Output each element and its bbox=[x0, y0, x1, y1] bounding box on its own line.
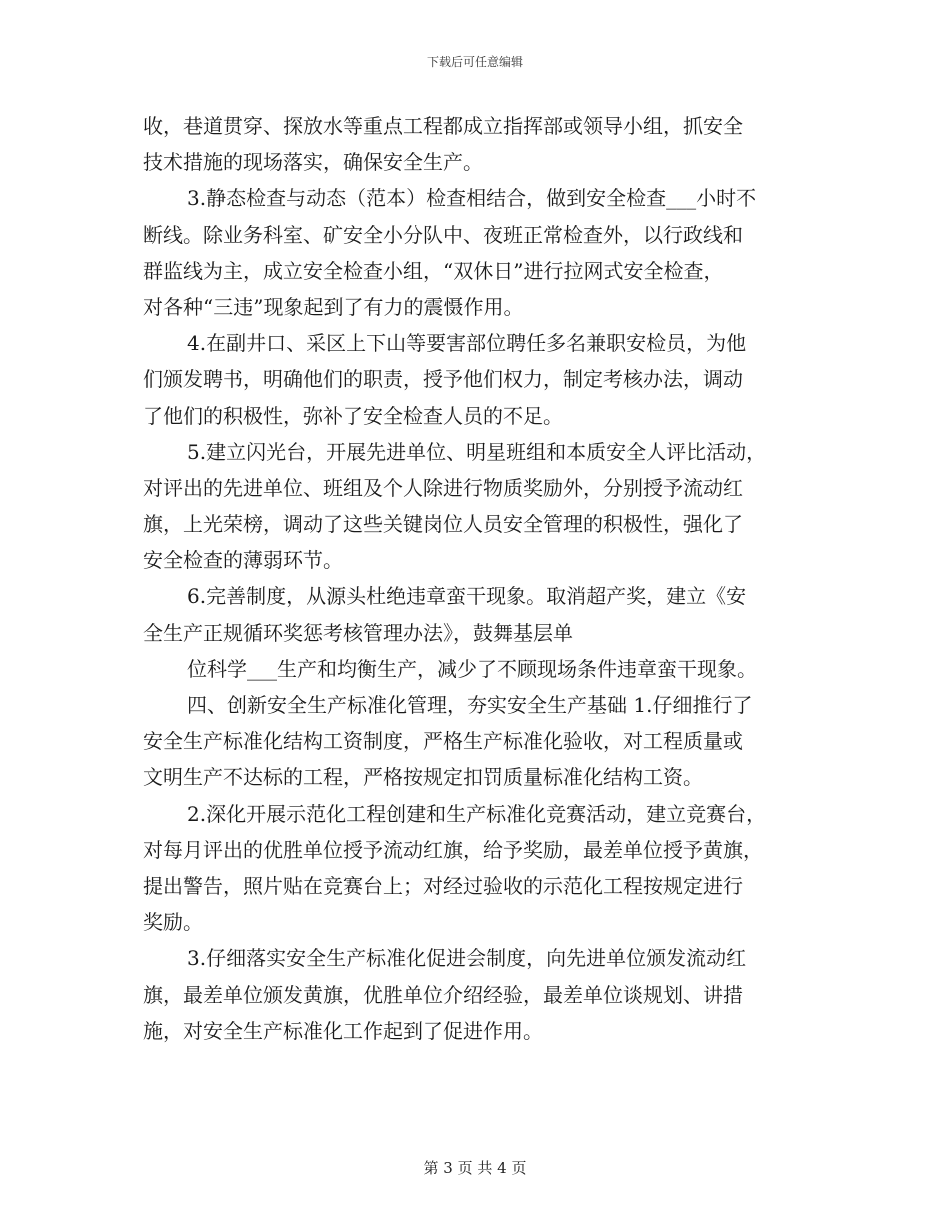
text-line: 奖励。 bbox=[143, 910, 203, 935]
text-line: 2.深化开展示范化工程创建和生产标准化竞赛活动，建立竞赛台， bbox=[187, 801, 767, 826]
text-line: 安全生产标准化结构工资制度，严格生产标准化验收，对工程质量或 bbox=[143, 729, 743, 754]
text-line: 施，对安全生产标准化工作起到了促进作用。 bbox=[143, 1018, 543, 1043]
text-line: 3.仔细落实安全生产标准化促进会制度，向先进单位颁发流动红 bbox=[187, 946, 747, 971]
text-line: 文明生产不达标的工程，严格按规定扣罚质量标准化结构工资。 bbox=[143, 765, 703, 790]
text-line: 6.完善制度，从源头杜绝违章蛮干现象。取消超产奖，建立《安 bbox=[187, 584, 747, 609]
page-footer: 第 3 页 共 4 页 bbox=[423, 1159, 527, 1177]
text-line: 全生产正规循环奖惩考核管理办法》，鼓舞基层单 bbox=[143, 620, 573, 645]
text-line: 4.在副井口、采区上下山等要害部位聘任多名兼职安检员，为他 bbox=[187, 331, 747, 356]
text-line: 断线。除业务科室、矿安全小分队中、夜班正常检查外，以行政线和 bbox=[143, 222, 743, 247]
text-line: 位科学___生产和均衡生产，减少了不顾现场条件违章蛮干现象。 bbox=[187, 656, 757, 681]
text-line: 旗，最差单位颁发黄旗，优胜单位介绍经验，最差单位谈规划、讲措 bbox=[143, 982, 743, 1007]
text-line: 3.静态检查与动态（范本）检查相结合，做到安全检查___小时不 bbox=[187, 186, 757, 211]
text-line: 们颁发聘书，明确他们的职责，授予他们权力，制定考核办法，调动 bbox=[143, 367, 743, 392]
text-line: 了他们的积极性，弥补了安全检查人员的不足。 bbox=[143, 403, 563, 428]
text-line: 安全检查的薄弱环节。 bbox=[143, 548, 343, 573]
text-line: 提出警告，照片贴在竞赛台上；对经过验收的示范化工程按规定进行 bbox=[143, 873, 743, 898]
text-line: 群监线为主，成立安全检查小组，“双休日”进行拉网式安全检查， bbox=[143, 258, 724, 283]
text-line: 对评出的先进单位、班组及个人除进行物质奖励外，分别授予流动红 bbox=[143, 475, 743, 500]
text-line: 5.建立闪光台，开展先进单位、明星班组和本质安全人评比活动， bbox=[187, 439, 767, 464]
text-line: 对每月评出的优胜单位授予流动红旗，给予奖励，最差单位授予黄旗， bbox=[143, 837, 763, 862]
body-text bbox=[143, 108, 803, 1049]
text-line: 旗，上光荣榜，调动了这些关键岗位人员安全管理的积极性，强化了 bbox=[143, 512, 743, 537]
page-header: 下载后可任意编辑 bbox=[426, 55, 523, 69]
text-line: 收，巷道贯穿、探放水等重点工程都成立指挥部或领导小组，抓安全 bbox=[143, 114, 743, 138]
text-line: 对各种“三违”现象起到了有力的震慑作用。 bbox=[143, 294, 524, 319]
text-line: 技术措施的现场落实，确保安全生产。 bbox=[143, 150, 483, 175]
text-line: 四、创新安全生产标准化管理，夯实安全生产基础 1.仔细推行了 bbox=[187, 693, 753, 717]
